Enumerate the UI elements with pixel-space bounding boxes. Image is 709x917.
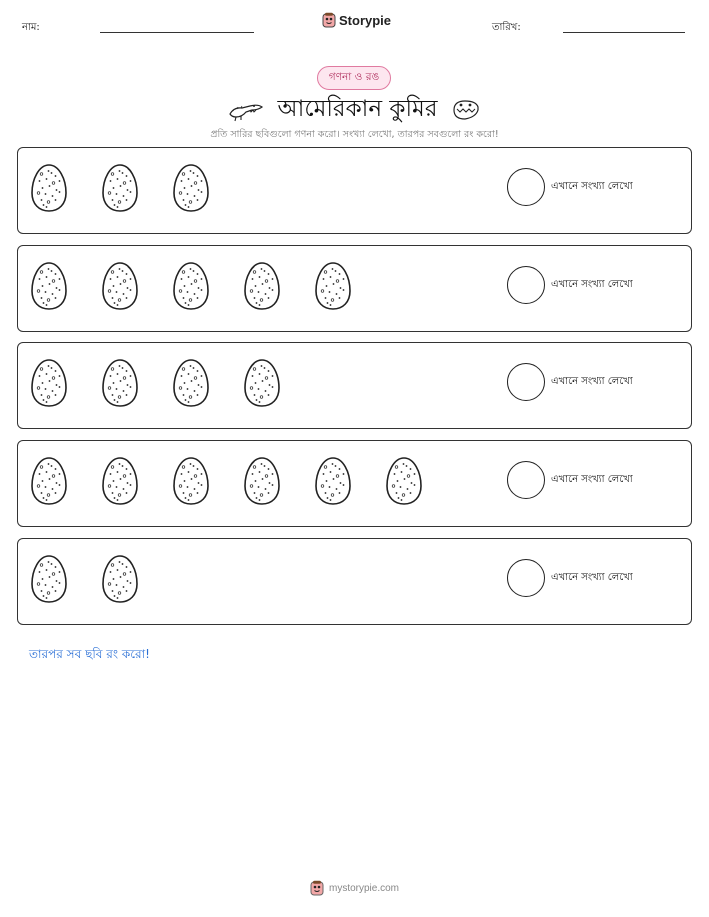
write-number-label: এখানে সংখ্যা লেখো: [551, 571, 633, 583]
date-label: তারিখ:: [492, 22, 521, 33]
crocodile-egg-icon: [172, 261, 210, 311]
answer-circle[interactable]: [507, 363, 545, 401]
counting-row: [17, 245, 692, 332]
counting-row: [17, 440, 692, 527]
storypie-mascot-icon: [322, 12, 336, 28]
crocodile-egg-icon: [101, 456, 139, 506]
crocodile-egg-icon: [101, 554, 139, 604]
page-title: আমেরিকান কুমির: [277, 96, 438, 122]
crocodile-icon: [228, 97, 264, 123]
crocodile-egg-icon: [101, 163, 139, 213]
site-footer: [0, 880, 709, 896]
crocodile-egg-icon: [30, 261, 68, 311]
name-label: নাম:: [22, 22, 40, 33]
crocodile-egg-icon: [172, 358, 210, 408]
name-line[interactable]: [100, 32, 254, 33]
answer-circle[interactable]: [507, 559, 545, 597]
crocodile-egg-icon: [30, 456, 68, 506]
crocodile-egg-icon: [172, 163, 210, 213]
crocodile-egg-icon: [30, 163, 68, 213]
write-number-label: এখানে সংখ্যা লেখো: [551, 474, 633, 486]
storypie-mascot-icon: [310, 880, 324, 896]
counting-row: [17, 538, 692, 625]
footer-instruction: তারপর সব ছবি রং করো!: [29, 647, 150, 661]
crocodile-egg-icon: [314, 456, 352, 506]
brand-logo: [322, 12, 391, 28]
write-number-label: এখানে সংখ্যা লেখো: [551, 278, 633, 290]
instruction-text: প্রতি সারির ছবিগুলো গণনা করো। সংখ্যা লেখো, তারপর সবগুলো রং করো!: [210, 129, 499, 140]
crocodile-egg-icon: [30, 554, 68, 604]
crocodile-egg-icon: [101, 261, 139, 311]
brand-name: Storypie: [339, 12, 392, 28]
title-row: [0, 90, 709, 129]
crocodile-egg-icon: [385, 456, 423, 506]
date-line[interactable]: [563, 32, 685, 33]
site-url: mystorypie.com: [328, 882, 399, 894]
crocodile-egg-icon: [243, 456, 281, 506]
crocodile-head-icon: [451, 97, 481, 123]
write-number-label: এখানে সংখ্যা লেখো: [551, 181, 633, 192]
crocodile-egg-icon: [243, 358, 281, 408]
counting-row: [17, 342, 692, 429]
crocodile-egg-icon: [30, 358, 68, 408]
answer-circle[interactable]: [507, 266, 545, 304]
topic-badge: গণনা ও রঙ: [317, 66, 391, 90]
answer-circle[interactable]: [507, 461, 545, 499]
crocodile-egg-icon: [314, 261, 352, 311]
write-number-label: এখানে সংখ্যা লেখো: [551, 376, 633, 388]
crocodile-egg-icon: [172, 456, 210, 506]
crocodile-egg-icon: [101, 358, 139, 408]
answer-circle[interactable]: [507, 168, 545, 206]
counting-row: [17, 147, 692, 234]
crocodile-egg-icon: [243, 261, 281, 311]
